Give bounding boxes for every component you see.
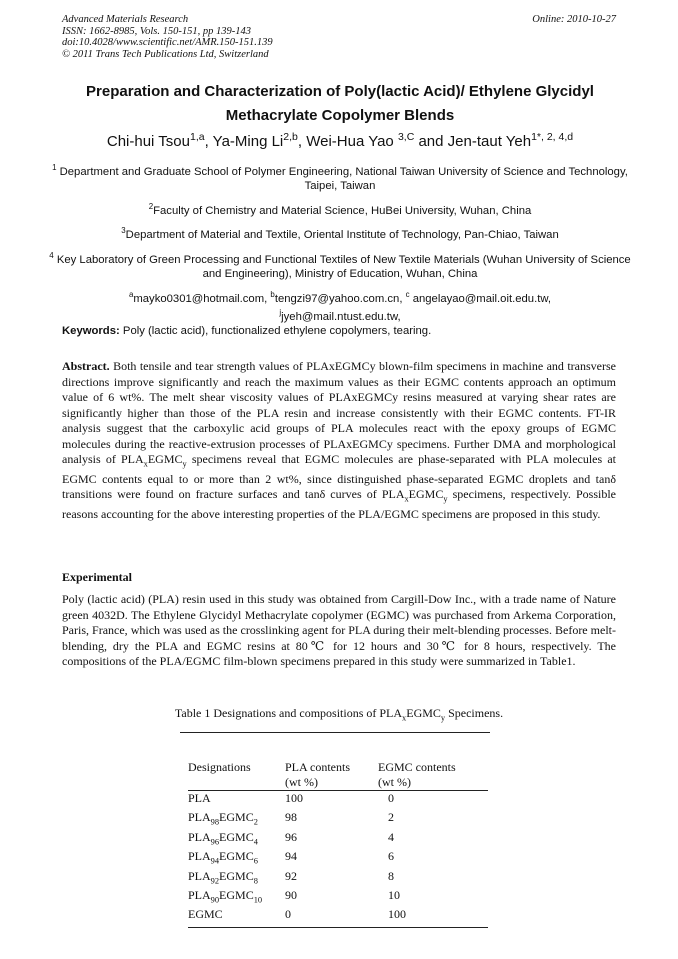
experimental-paragraph: Poly (lactic acid) (PLA) resin used in this study was obtained from Cargill-Dow Inc., with a trade name of Nature green 4032D. The Ethylene Glycidyl Methacrylate copolymer (EGMC) was purchased from Arkema Corporation, Paris, France, which was used as the crosslinking agent for PLA during their melt-blending processes. Before melt-blending, dry the PLA and EGMC resins at 80℃ for 12 hours and 30℃ for 8 hours, respectively. The compositions of the PLA/EGMC film-blown specimens prepared in this study were summarized in Table1. [62, 592, 616, 668]
egmc-content-cell: 100 [378, 907, 488, 927]
designation-text: PLA [188, 887, 211, 902]
keywords [62, 325, 616, 337]
affiliation-text: Key Laboratory of Green Processing and Functional Textiles of New Textile Materials (Wuhan University of Science and Engineering), Ministry of Education, Wuhan, China [56, 253, 631, 281]
table-row [188, 830, 488, 849]
subscript: 98 [210, 817, 220, 827]
designation-cell [188, 869, 283, 888]
table-row [188, 869, 488, 888]
table-top-rule [180, 732, 490, 733]
paper-title [40, 80, 640, 128]
pla-content-cell: 92 [285, 868, 297, 883]
online-date: Online: 2010-10-27 [532, 14, 616, 25]
table-row [188, 907, 488, 927]
pla-content-cell: 100 [285, 791, 303, 805]
caption-text: Table 1 Designations and compositions of PLA [174, 706, 403, 720]
table-row [188, 791, 488, 811]
affiliation-text: Department of Material and Textile, Oriental Institute of Technology, Pan-Chiao, Taiwan [125, 229, 559, 242]
designation-cell [188, 888, 283, 907]
subscript: 90 [210, 895, 220, 905]
author-name: Wei-Hua Yao [306, 133, 398, 150]
egmc-content-cell: 2 [388, 810, 394, 825]
abstract-text: EGMC [147, 452, 183, 466]
designation-text: EGMC [219, 868, 254, 883]
designation-text: EGMC [188, 907, 223, 922]
designation-text: EGMC [219, 887, 254, 902]
author-separator: , [297, 133, 307, 150]
affiliation-number: 3 [121, 226, 126, 236]
table-header-cell: (wt %) [378, 775, 488, 791]
subscript: 8 [253, 875, 258, 885]
title-line-2: Methacrylate Copolymer Blends [225, 107, 455, 124]
subscript: 10 [253, 895, 263, 905]
subscript: 96 [210, 837, 220, 847]
affiliation-list [40, 161, 640, 324]
email-marker: j [279, 307, 282, 317]
designation-cell [188, 810, 283, 829]
egmc-content-cell: 10 [388, 887, 400, 902]
email-address: tengzi97@yahoo.com.cn, [274, 292, 406, 305]
abstract [62, 359, 616, 523]
table-header-cell: EGMC contents [378, 760, 456, 774]
affiliation-item [40, 224, 640, 242]
table-row [188, 849, 488, 868]
table-header-cell: PLA contents [285, 760, 350, 774]
designation-cell [188, 907, 283, 927]
abstract-text: Both tensile and tear strength values of PLAxEGMCy blown-film specimens in machine and transverse directions improve significantly and reach the maximum values as their EGMC contents approach an optimum value of 6 wt%. The melt shear viscosity values of PLAxEGMCy resins measured at varying shear rates are significantly higher than those of the PLA resin and increase consistently with their EGMC contents. FT-IR analysis suggest that the carboxylic acid groups of PLA molecules react with the epoxy groups of EGMC molecules during the reactive-extrusion processes of PLAxEGMCy specimens. Further DMA and morphological analysis of PLA [62, 359, 616, 466]
table-row [188, 888, 488, 907]
email-marker: b [270, 289, 275, 299]
table-row [188, 810, 488, 829]
table-caption [62, 706, 616, 722]
composition-table [188, 760, 488, 928]
abstract-label: Abstract. [62, 359, 110, 373]
author-separator: , [204, 133, 213, 150]
keywords-label: Keywords: [62, 325, 120, 337]
caption-text: EGMC [406, 706, 441, 720]
author-name: Jen-taut Yeh [447, 133, 532, 150]
pla-content-cell: 90 [285, 887, 297, 902]
designation-text: EGMC [219, 849, 254, 864]
keywords-text: Poly (lactic acid), functionalized ethylene copolymers, tearing. [119, 325, 432, 337]
journal-header [62, 14, 616, 60]
email-marker: c [405, 289, 410, 299]
pla-content-cell: 98 [285, 810, 297, 825]
author-list [40, 131, 640, 150]
email-list [40, 288, 640, 325]
affiliation-text: Faculty of Chemistry and Material Science, HuBei University, Wuhan, China [153, 204, 532, 217]
affiliation-item [40, 249, 640, 282]
subscript: x [404, 494, 409, 504]
egmc-content-cell: 8 [388, 868, 394, 883]
doi-line: doi:10.4028/www.scientific.net/AMR.150-151.139 [62, 37, 273, 48]
table-header-row [188, 760, 488, 775]
pla-content-cell: 0 [283, 907, 378, 927]
designation-text: EGMC [219, 829, 254, 844]
affiliation-text: Department and Graduate School of Polymer Engineering, National Taiwan University of Science and Technology, Taipei, Taiwan [59, 165, 628, 193]
author-name: Chi-hui Tsou [106, 133, 190, 150]
designation-text: PLA [188, 791, 211, 805]
subscript: 94 [210, 856, 220, 866]
email-marker: a [128, 289, 134, 299]
author-name: Ya-Ming Li [212, 133, 284, 150]
author-affiliation-marker: 2,b [283, 131, 298, 143]
author-affiliation-marker: 3,C [397, 131, 415, 143]
table-header-cell: Designations [188, 760, 251, 774]
subscript: 92 [210, 875, 220, 885]
designation-cell [188, 791, 283, 811]
subscript: 4 [253, 837, 258, 847]
affiliation-number: 1 [52, 163, 57, 172]
affiliation-number: 4 [49, 250, 54, 260]
author-separator: and [414, 133, 448, 150]
abstract-text: specimens reveal that EGMC molecules are phase-separated with PLA molecules at EGMC contents equal to or more than 2 wt%, since distinguished phase-separated EGMC droplets and tanδ transitions were found on fracture surfaces and tanδ curves of PLA [62, 452, 616, 502]
abstract-text: specimens, respectively. Possible reasons accounting for the above interesting properties of the PLA/EGMC specimens are proposed in this study. [62, 487, 616, 522]
designation-cell [188, 830, 283, 849]
egmc-content-cell: 0 [388, 791, 394, 805]
subscript: y [440, 713, 446, 723]
table-header-row [188, 775, 488, 791]
designation-cell [188, 849, 283, 868]
affiliation-item [40, 161, 640, 194]
subscript: 2 [253, 817, 258, 827]
pla-content-cell: 94 [285, 849, 297, 864]
author-affiliation-marker: 1*, 2, 4,d [531, 131, 574, 143]
caption-text: Specimens. [445, 706, 504, 720]
pla-content-cell: 96 [285, 829, 297, 844]
affiliation-item [40, 200, 640, 218]
copyright-line: © 2011 Trans Tech Publications Ltd, Switzerland [62, 48, 269, 60]
egmc-content-cell: 4 [388, 829, 394, 844]
section-heading-experimental: Experimental [62, 570, 132, 584]
subscript: y [443, 494, 448, 504]
email-address: jyeh@mail.ntust.edu.tw, [281, 310, 401, 323]
abstract-text: EGMC [408, 487, 444, 502]
subscript: 6 [253, 856, 258, 866]
affiliation-number: 2 [148, 201, 154, 211]
issn-line: ISSN: 1662-8985, Vols. 150-151, pp 139-143 [62, 25, 251, 37]
table-header-cell [188, 775, 283, 791]
egmc-content-cell: 6 [388, 849, 394, 864]
subscript: y [182, 459, 187, 469]
designation-text: EGMC [219, 810, 254, 825]
title-line-1: Preparation and Characterization of Poly(lactic Acid)/ Ethylene Glycidyl [86, 83, 594, 100]
author-affiliation-marker: 1,a [189, 131, 205, 143]
table-header-cell: (wt %) [283, 775, 378, 791]
designation-text: PLA [188, 829, 211, 844]
subscript: x [143, 459, 148, 469]
journal-name: Advanced Materials Research [62, 14, 189, 25]
subscript: x [402, 713, 407, 723]
designation-text: PLA [188, 810, 211, 825]
designation-text: PLA [188, 849, 211, 864]
designation-text: PLA [188, 868, 211, 883]
email-address: mayko0301@hotmail.com, [133, 292, 271, 305]
email-address: angelayao@mail.oit.edu.tw, [409, 292, 552, 305]
